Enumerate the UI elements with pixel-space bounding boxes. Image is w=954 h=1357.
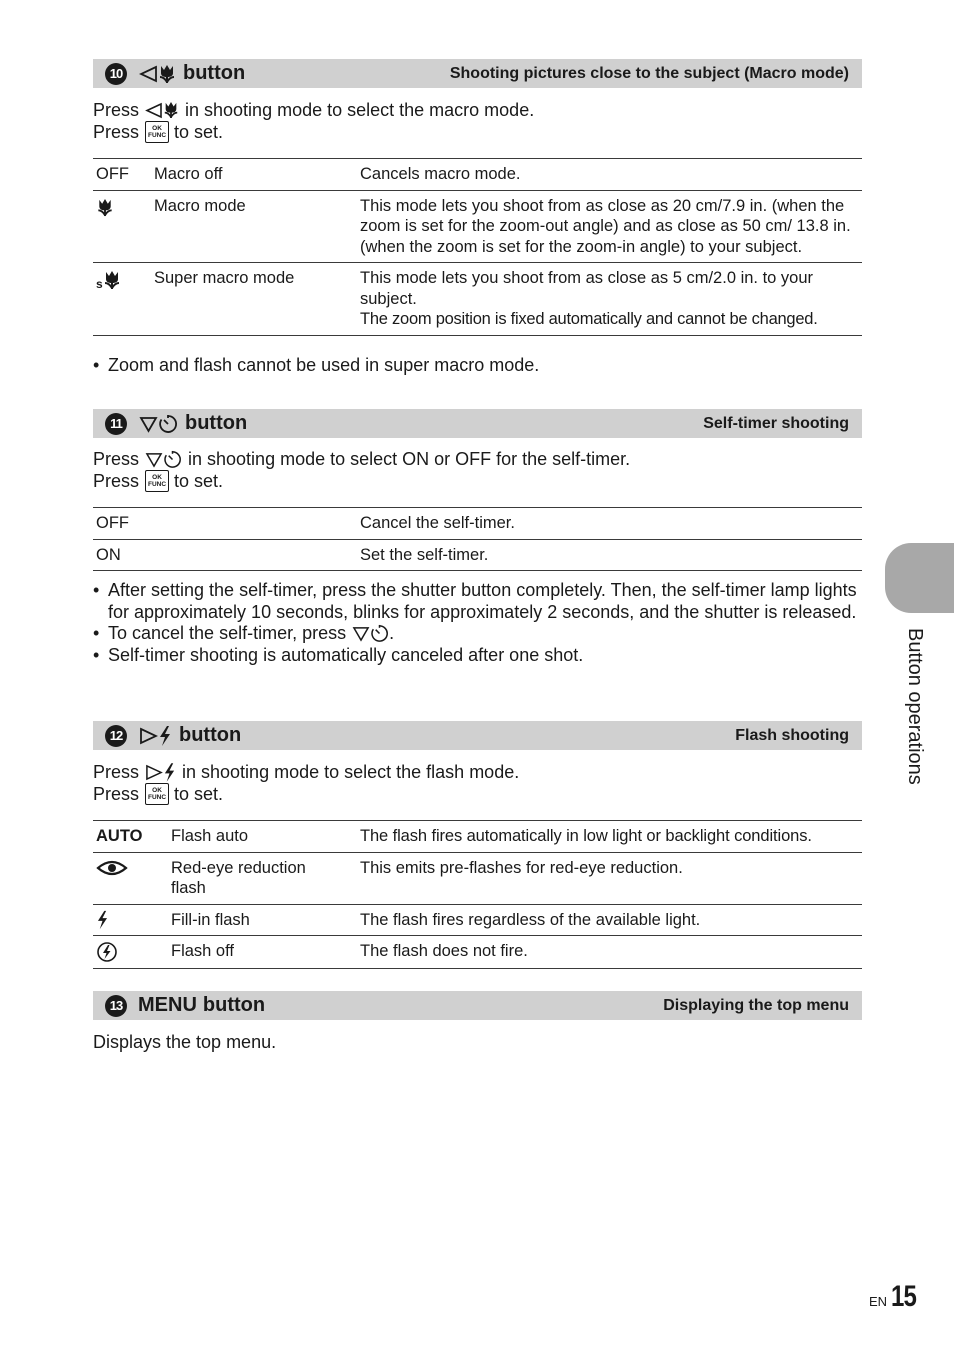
left-triangle-icon	[139, 65, 158, 83]
mode-desc: The flash fires regardless of the available light.	[357, 904, 862, 936]
tulip-icon	[163, 101, 179, 119]
red-eye-icon	[96, 858, 128, 878]
instr-text: Press	[93, 100, 140, 120]
flash-button-icons	[145, 762, 176, 783]
page-language: EN	[869, 1294, 888, 1309]
section-header-menu	[93, 991, 862, 1020]
macro-notes	[93, 355, 863, 377]
macro-instructions	[93, 99, 534, 143]
table-row	[93, 936, 862, 969]
instr-text: to set.	[174, 122, 224, 142]
mode-icon-cell	[93, 263, 151, 336]
down-triangle-icon	[145, 451, 163, 468]
section-number: 13	[105, 995, 127, 1017]
page-number	[869, 1280, 922, 1314]
chapter-tab	[885, 543, 954, 613]
down-triangle-icon	[352, 625, 370, 642]
section-header-macro	[93, 59, 862, 88]
svg-text:s: s	[96, 277, 103, 290]
macro-mode-table	[93, 158, 862, 336]
section-title: button	[179, 724, 242, 746]
self-timer-table	[93, 507, 862, 571]
section-subtitle: Flash shooting	[735, 726, 849, 744]
mode-name: Fill-in flash	[168, 904, 357, 936]
list-item: • Zoom and flash cannot be used in super macro mode.	[93, 355, 863, 377]
ok-func-button-icon: OK FUNC	[145, 783, 169, 805]
flash-mode-table	[93, 820, 862, 969]
flash-instructions	[93, 761, 519, 805]
macro-button-icons	[145, 101, 179, 119]
mode-desc: This emits pre-flashes for red-eye reduction.	[357, 852, 862, 904]
flash-button-icons	[139, 725, 172, 747]
mode-name: Super macro mode	[151, 263, 357, 336]
right-triangle-icon	[145, 764, 163, 781]
flash-bolt-icon	[163, 762, 176, 783]
note-text: .	[389, 623, 395, 643]
mode-desc: Cancels macro mode.	[357, 159, 862, 191]
self-timer-notes	[93, 580, 863, 666]
down-triangle-icon	[139, 415, 158, 433]
self-timer-icon	[158, 414, 178, 434]
instr-text: to set.	[174, 471, 224, 491]
macro-button-icons	[139, 64, 176, 84]
table-row	[93, 263, 862, 336]
instr-text: in shooting mode to select the flash mode.	[182, 762, 520, 782]
mode-code: AUTO	[93, 821, 168, 853]
instr-text: to set.	[174, 784, 224, 804]
self-timer-button-icons	[352, 624, 389, 643]
flash-bolt-icon	[158, 725, 172, 747]
table-row	[93, 539, 862, 571]
instr-text: Press	[93, 471, 140, 491]
instr-text: in shooting mode to select ON or OFF for the self-timer.	[188, 449, 631, 469]
mode-name: Flash auto	[168, 821, 357, 853]
super-macro-icon	[96, 270, 122, 290]
note-text: • To cancel the self-timer, press	[108, 623, 347, 643]
mode-icon-cell	[93, 190, 151, 263]
table-row	[93, 821, 862, 853]
self-timer-button-icons	[139, 414, 178, 434]
section-number: 10	[105, 63, 127, 85]
mode-desc: This mode lets you shoot from as close as 5 cm/2.0 in. to your subject.	[360, 269, 814, 308]
instr-text: Press	[93, 784, 140, 804]
page-number-value: 15	[891, 1280, 917, 1313]
mode-desc-cell	[357, 263, 862, 336]
instr-text: Press	[93, 122, 140, 142]
menu-description	[93, 1031, 276, 1053]
section-header-flash	[93, 721, 862, 750]
mode-icon-cell	[93, 852, 168, 904]
mode-code: ON	[93, 539, 357, 571]
instr-text: Displays the top menu.	[93, 1032, 277, 1052]
section-subtitle: Self-timer shooting	[703, 414, 849, 432]
section-subtitle: Displaying the top menu	[663, 996, 849, 1014]
mode-icon-cell	[93, 936, 168, 969]
section-number: 12	[105, 725, 127, 747]
table-row	[93, 190, 862, 263]
table-row	[93, 508, 862, 540]
mode-icon-cell	[93, 904, 168, 936]
table-row	[93, 904, 862, 936]
mode-name: Red-eye reduction flash	[168, 852, 357, 904]
section-title: button	[185, 412, 248, 434]
flash-off-icon	[96, 941, 118, 963]
mode-name: Flash off	[168, 936, 357, 969]
mode-desc: The flash does not fire.	[357, 936, 862, 969]
mode-desc: Set the self-timer.	[357, 539, 862, 571]
self-timer-button-icons	[145, 450, 182, 469]
flash-bolt-icon	[96, 910, 109, 930]
self-timer-icon	[370, 624, 389, 643]
self-timer-instructions	[93, 448, 630, 492]
tulip-icon	[158, 64, 176, 84]
mode-code: OFF	[93, 508, 357, 540]
menu-word: MENU	[138, 994, 197, 1016]
mode-name: Macro mode	[151, 190, 357, 263]
right-triangle-icon	[139, 727, 158, 745]
section-subtitle: Shooting pictures close to the subject (Macro mode)	[449, 64, 849, 82]
section-header-self-timer	[93, 409, 862, 438]
section-title: button	[202, 994, 266, 1016]
mode-desc: The zoom position is fixed automatically and cannot be changed.	[360, 310, 818, 328]
list-item	[93, 623, 863, 645]
list-item: • After setting the self-timer, press the shutter button completely. Then, the self-timer lamp lights for approximately 10 seconds, blinks for approximately 2 seconds, and the shutter is released.	[93, 580, 863, 623]
tulip-icon	[96, 198, 114, 217]
section-title: button	[183, 62, 246, 84]
ok-func-button-icon: OK FUNC	[145, 470, 169, 492]
mode-code: OFF	[93, 159, 151, 191]
instr-text: Press	[93, 762, 140, 782]
instr-text: in shooting mode to select the macro mode.	[185, 100, 535, 120]
section-number: 11	[105, 413, 127, 435]
table-row	[93, 852, 862, 904]
list-item: • Self-timer shooting is automatically canceled after one shot.	[93, 645, 863, 667]
chapter-title: Button operations	[904, 628, 926, 785]
mode-desc: This mode lets you shoot from as close as 20 cm/7.9 in. (when the zoom is set for the zoom-out angle) and as close as 50 cm/ 13.8 in. (when the zoom is set for the zoom-in angle) to your subject.	[357, 190, 862, 263]
table-row	[93, 159, 862, 191]
self-timer-icon	[163, 450, 182, 469]
ok-func-button-icon: OK FUNC	[145, 121, 169, 143]
left-triangle-icon	[145, 102, 163, 119]
instr-text: Press	[93, 449, 140, 469]
mode-desc: Cancel the self-timer.	[357, 508, 862, 540]
mode-desc: The flash fires automatically in low light or backlight conditions.	[357, 821, 862, 853]
mode-name: Macro off	[151, 159, 357, 191]
